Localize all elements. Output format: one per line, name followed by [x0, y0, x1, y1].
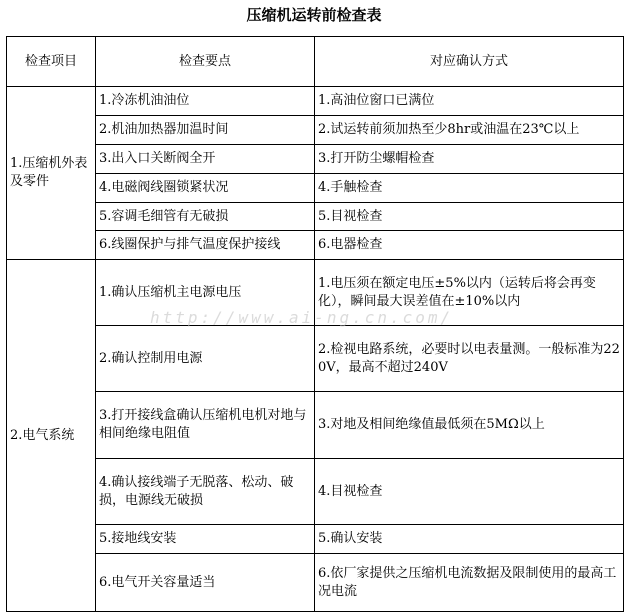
table-row [7, 525, 624, 554]
check-point: 1.确认压缩机主电源电压 [96, 260, 315, 326]
table-row [7, 260, 624, 326]
check-method: 6.电器检查 [315, 231, 624, 260]
table-row [7, 145, 624, 174]
check-method: 3.打开防尘螺帽检查 [315, 145, 624, 174]
check-method: 6.依厂家提供之压缩机电流数据及限制使用的最高工况电流 [315, 554, 624, 612]
category-cell: 2.电气系统 [7, 260, 96, 612]
table-row [7, 174, 624, 203]
table-row [7, 203, 624, 231]
check-point: 4.电磁阀线圈锁紧状况 [96, 174, 315, 203]
check-method: 3.对地及相间绝缘值最低须在5MΩ以上 [315, 392, 624, 459]
table-row [7, 231, 624, 260]
check-method: 4.目视检查 [315, 459, 624, 525]
page-title: 压缩机运转前检查表 [246, 6, 382, 24]
check-point: 5.接地线安装 [96, 525, 315, 554]
watermark: http://www.ai-ng.cn.com/ [150, 308, 454, 327]
check-method: 1.电压须在额定电压±5%以内（运转后将会再变化），瞬间最大误差值在±10%以内 [315, 260, 624, 326]
table-row [7, 459, 624, 525]
check-point: 6.线圈保护与排气温度保护接线 [96, 231, 315, 260]
check-point: 5.容调毛细管有无破损 [96, 203, 315, 231]
check-method: 2.试运转前须加热至少8hr或油温在23℃以上 [315, 116, 624, 145]
header-point: 检查要点 [96, 37, 315, 87]
check-point: 6.电气开关容量适当 [96, 554, 315, 612]
check-method: 5.确认安装 [315, 525, 624, 554]
check-point: 4.确认接线端子无脱落、松动、破损，电源线无破损 [96, 459, 315, 525]
check-point: 3.打开接线盒确认压缩机电机对地与相间绝缘电阻值 [96, 392, 315, 459]
check-point: 3.出入口关断阀全开 [96, 145, 315, 174]
check-point: 2.确认控制用电源 [96, 326, 315, 392]
table-row [7, 392, 624, 459]
check-method: 2.检视电路系统，必要时以电表量测。一般标准为220V，最高不超过240V [315, 326, 624, 392]
check-method: 1.高油位窗口已满位 [315, 87, 624, 116]
check-method: 5.目视检查 [315, 203, 624, 231]
table-row [7, 326, 624, 392]
check-point: 2.机油加热器加温时间 [96, 116, 315, 145]
check-point: 1.冷冻机油油位 [96, 87, 315, 116]
header-row [7, 37, 624, 87]
header-item: 检查项目 [7, 37, 96, 87]
table-row [7, 116, 624, 145]
check-method: 4.手触检查 [315, 174, 624, 203]
category-cell: 1.压缩机外表及零件 [7, 87, 96, 260]
table-row [7, 87, 624, 116]
inspection-table [6, 36, 624, 612]
header-method: 对应确认方式 [315, 37, 624, 87]
table-row [7, 554, 624, 612]
